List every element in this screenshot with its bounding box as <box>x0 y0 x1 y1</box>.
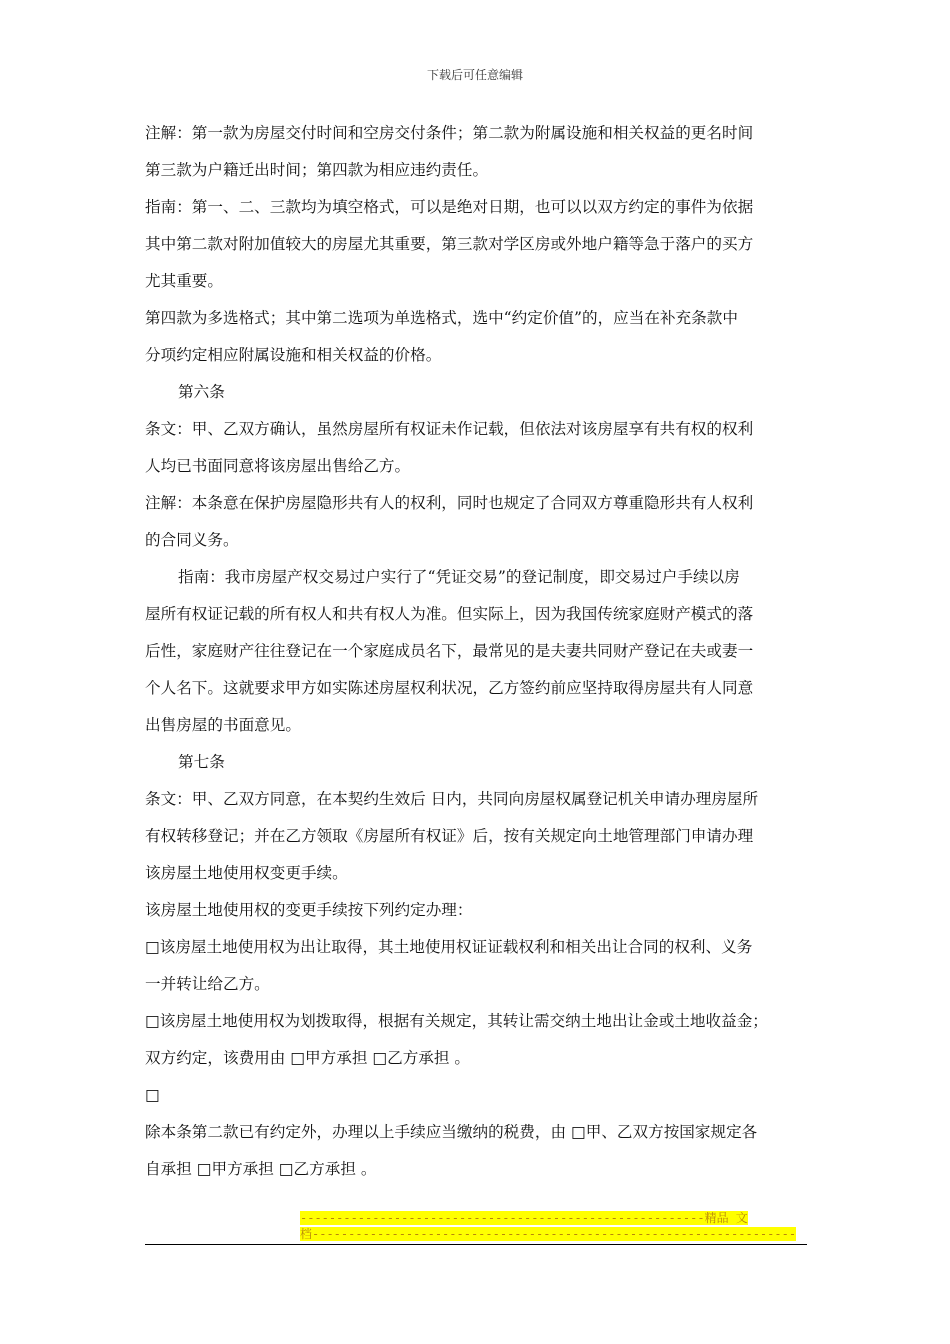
article-six-text: 条文：甲、乙双方确认，虽然房屋所有权证未作记载，但依法对该房屋享有共有权的权利 <box>145 420 754 438</box>
land-use-option-allocation: □该房屋土地使用权为划拨取得，根据有关规定，其转让需交纳土地出让金或土地收益金； <box>145 1012 768 1030</box>
article-six-note: 注解：本条意在保护房屋隐形共有人的权利，同时也规定了合同双方尊重隐形共有人权利 <box>145 494 754 512</box>
empty-checkbox-option: □ <box>145 1086 160 1104</box>
article-six-note-cont: 的合同义务。 <box>145 531 239 549</box>
land-use-intro: 该房屋土地使用权的变更手续按下列约定办理： <box>145 901 473 919</box>
tax-clause: 除本条第二款已有约定外，办理以上手续应当缴纳的税费，由 □甲、乙双方按国家规定各 <box>145 1123 758 1141</box>
article-six-heading: 第六条 <box>178 383 225 401</box>
land-use-option-allocation-cont: 双方约定，该费用由 □甲方承担 □乙方承担 。 <box>145 1049 471 1067</box>
article-six-guide-cont: 个人名下。这就要求甲方如实陈述房屋权利状况，乙方签约前应坚持取得房屋共有人同意 <box>145 679 754 697</box>
footer-watermark <box>300 1210 797 1242</box>
clause-four-paragraph-cont: 分项约定相应附属设施和相关权益的价格。 <box>145 346 442 364</box>
footer-line-2: 档------------------------------------------------------------------- <box>300 1227 797 1241</box>
document-body <box>145 115 809 1188</box>
tax-clause-cont: 自承担 □甲方承担 □乙方承担 。 <box>145 1160 377 1178</box>
guide-paragraph-cont: 其中第二款对附加值较大的房屋尤其重要，第三款对学区房或外地户籍等急于落户的买方 <box>145 235 754 253</box>
land-use-option-transfer: □该房屋土地使用权为出让取得，其土地使用权证证载权利和相关出让合同的权利、义务 <box>145 938 753 956</box>
article-six-guide: 指南：我市房屋产权交易过户实行了“凭证交易”的登记制度，即交易过户手续以房 <box>178 568 740 586</box>
article-seven-text-cont: 有权转移登记；并在乙方领取《房屋所有权证》后，按有关规定向土地管理部门申请办理 <box>145 827 754 845</box>
note-paragraph: 注解：第一款为房屋交付时间和空房交付条件；第二款为附属设施和相关权益的更名时间 <box>145 124 754 142</box>
article-six-guide-cont: 屋所有权证记载的所有权人和共有权人为准。但实际上，因为我国传统家庭财产模式的落 <box>145 605 754 623</box>
article-seven-text: 条文：甲、乙双方同意，在本契约生效后 日内，共同向房屋权属登记机关申请办理房屋所 <box>145 790 759 808</box>
article-six-guide-cont: 出售房屋的书面意见。 <box>145 716 301 734</box>
guide-paragraph: 指南：第一、二、三款均为填空格式，可以是绝对日期，也可以以双方约定的事件为依据 <box>145 198 754 216</box>
guide-paragraph-cont: 尤其重要。 <box>145 272 223 290</box>
article-seven-heading: 第七条 <box>178 753 225 771</box>
article-six-guide-cont: 后性，家庭财产往往登记在一个家庭成员名下，最常见的是夫妻共同财产登记在夫或妻一 <box>145 642 754 660</box>
footer-divider <box>145 1244 807 1245</box>
footer-line-1: --------------------------------------------------------精品 文 <box>300 1211 748 1225</box>
land-use-option-transfer-cont: 一并转让给乙方。 <box>145 975 270 993</box>
article-seven-text-cont: 该房屋土地使用权变更手续。 <box>145 864 348 882</box>
clause-four-paragraph: 第四款为多选格式；其中第二选项为单选格式，选中“约定价值”的，应当在补充条款中 <box>145 309 738 327</box>
page-header: 下载后可任意编辑 <box>426 68 523 82</box>
article-six-text-cont: 人均已书面同意将该房屋出售给乙方。 <box>145 457 411 475</box>
note-paragraph-cont: 第三款为户籍迁出时间；第四款为相应违约责任。 <box>145 161 489 179</box>
